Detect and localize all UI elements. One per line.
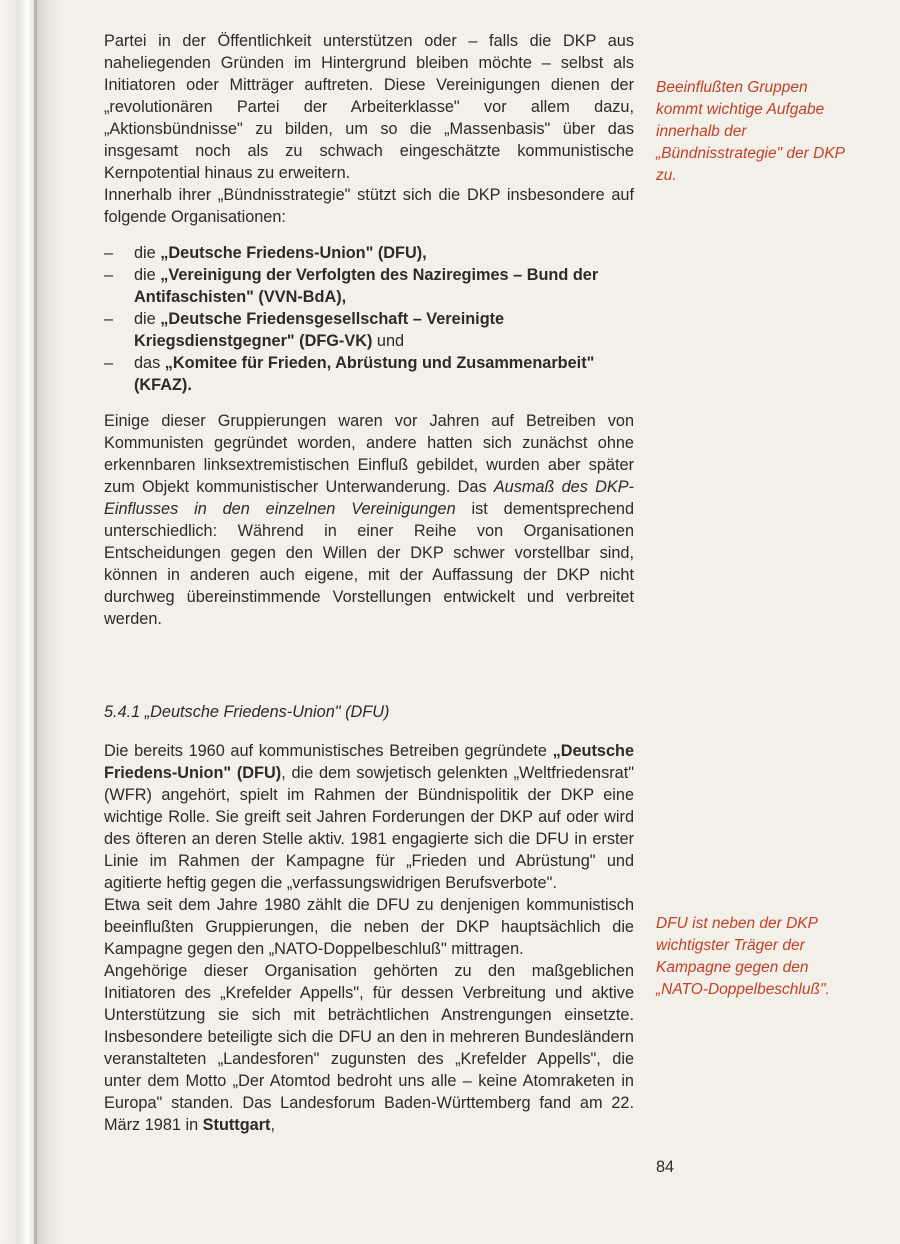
paragraph-dfu-campaign: Etwa seit dem Jahre 1980 zählt die DFU zu denjenigen kommunistisch beeinflußten Gruppierungen, die neben der DKP hauptsächlich die Kampagne gegen den „NATO-Doppelbeschluß" mittragen. <box>104 896 634 958</box>
list-item: – das „Komitee für Frieden, Abrüstung und Zusammenarbeit" (KFAZ). <box>104 354 595 394</box>
paragraph-krefeld: Angehörige dieser Organisation gehörten zu den maßgeblichen Initiatoren des „Krefelder Appells", für dessen Verbreitung und aktive Unterstützung sie sich mit beträchtlichen Anstrengungen einsetzte. Insbesondere beteiligte sich die DFU an den in mehreren Bundesländern veranstalteten „Landesforen" zugunsten des „Krefelder Appells", die unter dem Motto „Der Atomtod bedroht uns alle – keine Atomraketen in Europa" standen. Das Landesforum Baden-Württemberg fand am 22. März 1981 in Stuttgart, <box>104 962 634 1134</box>
list-item: – die „Deutsche Friedensgesellschaft – Vereinigte Kriegsdienstgegner" (DFG-VK) und <box>104 310 505 350</box>
main-text-block-1 <box>104 30 634 630</box>
organisations-list <box>104 242 634 396</box>
paragraph-influence: Einige dieser Gruppierungen waren vor Jahren auf Betreiben von Kommunisten gegründet worden, andere hatten sich zunächst ohne erkennbaren linksextremistischen Einfluß gebildet, wurden aber später zum Objekt kommunistischer Unterwanderung. Das Ausmaß des DKP-Einflusses in den einzelnen Vereinigungen ist dementsprechend unterschiedlich: Während in einer Reihe von Organisationen Entscheidungen gegen den Willen der DKP schwer vorstellbar sind, können in anderen auch eigene, mit der Auffassung der DKP nicht durchweg übereinstimmende Vorstellungen entwickelt und verbreitet werden. <box>104 412 634 628</box>
paragraph-intro: Partei in der Öffentlichkeit unterstützen oder – falls die DKP aus naheliegenden Gründen im Hintergrund bleiben möchte – selbst als Initiatoren oder Mitträger auftreten. Diese Vereinigungen dienen der „revolutionären Partei der Arbeiterklasse" vor allem dazu, „Aktionsbündnisse" zu bilden, um so die „Massenbasis" über das insgesamt noch als zu schwach eingeschätzte kommunistische Kernpotential hinaus zu erweitern. <box>104 32 634 182</box>
section-heading: 5.4.1 „Deutsche Friedens-Union" (DFU) <box>104 703 390 721</box>
paragraph-strategy: Innerhalb ihrer „Bündnisstrategie" stützt sich die DKP insbesondere auf folgende Organisationen: <box>104 186 634 226</box>
book-binding-edge <box>0 0 62 1244</box>
paragraph-dfu-founding: Die bereits 1960 auf kommunistisches Betreiben gegründete „Deutsche Friedens-Union" (DFU), die dem sowjetisch gelenkten „Weltfriedensrat" (WFR) angehört, spielt im Rahmen der Bündnispolitik der DKP eine wichtige Rolle. Sie greift seit Jahren Forderungen der DKP auf oder wird des öfteren an deren Stelle aktiv. 1981 engagierte sich die DFU in erster Linie im Rahmen der Kampagne für „Frieden und Abrüstung" und agitierte heftig gegen die „verfassungswidrigen Berufsverbote". <box>104 742 634 892</box>
page-number: 84 <box>656 1158 675 1176</box>
list-item: – die „Deutsche Friedens-Union" (DFU), <box>104 244 427 262</box>
list-item: – die „Vereinigung der Verfolgten des Naziregimes – Bund der Antifaschisten" (VVN-BdA), <box>104 266 599 306</box>
margin-note-2: DFU ist neben der DKP wichtigster Träger der Kampagne gegen den „NATO-Doppelbeschluß". <box>656 915 830 998</box>
main-text-block-2 <box>104 740 634 1136</box>
margin-note-1: Beeinflußten Gruppen kommt wichtige Aufgabe innerhalb der „Bündnisstrategie" der DKP zu. <box>656 79 845 184</box>
binding-shadow-line <box>34 0 37 1244</box>
